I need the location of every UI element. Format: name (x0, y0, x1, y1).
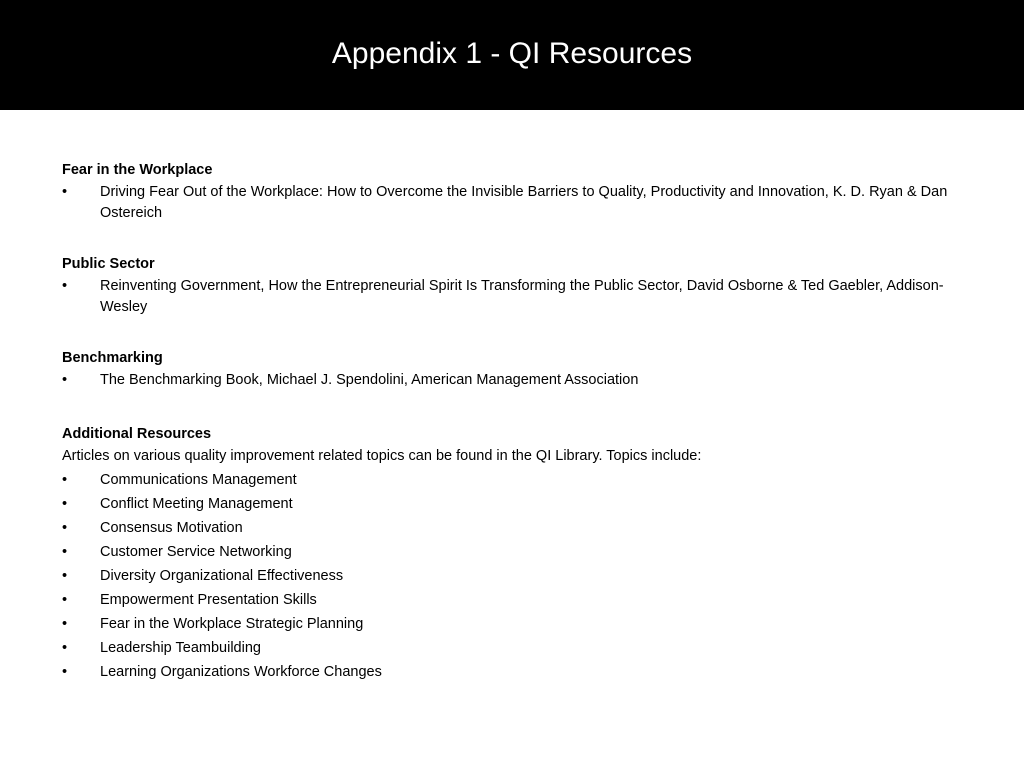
section-intro: Articles on various quality improvement related topics can be found in the QI Library. Topics include: (62, 448, 702, 464)
bullet-icon: • (62, 544, 68, 560)
list-item-text: The Benchmarking Book, Michael J. Spendolini, American Management Association (100, 372, 639, 388)
list-item (62, 614, 972, 638)
list-item (62, 590, 972, 614)
list-item-text: Customer Service Networking (100, 544, 292, 560)
list-item (62, 276, 972, 318)
list-item (62, 566, 972, 590)
slide-title: Appendix 1 - QI Resources (331, 37, 693, 70)
list-item-text: Learning Organizations Workforce Changes (100, 664, 382, 680)
list-item (62, 518, 972, 542)
list-item (62, 470, 972, 494)
list-item (62, 370, 972, 394)
bullet-icon: • (62, 496, 68, 512)
bullet-icon: • (62, 592, 68, 608)
section-fear-in-the-workplace (62, 158, 972, 224)
bullet-icon: • (62, 372, 68, 388)
bullet-icon: • (62, 640, 68, 656)
list-item-text: Reinventing Government, How the Entrepreneurial Spirit Is Transforming the Public Sector, David Osborne & Ted Gaebler, Addison-Wesley (100, 278, 944, 315)
section-additional-resources (62, 422, 972, 686)
list-item-text: Conflict Meeting Management (100, 496, 293, 512)
list-item (62, 542, 972, 566)
section-heading: Fear in the Workplace (62, 162, 213, 178)
section-benchmarking (62, 346, 972, 394)
section-heading: Additional Resources (62, 426, 212, 442)
bullet-icon: • (62, 616, 68, 632)
list-item-text: Empowerment Presentation Skills (100, 592, 317, 608)
bullet-icon: • (62, 278, 68, 294)
list-item (62, 182, 972, 224)
list-item (62, 494, 972, 518)
bullet-icon: • (62, 664, 68, 680)
section-heading: Public Sector (62, 256, 155, 272)
list-item (62, 662, 972, 686)
list-item (62, 638, 972, 662)
list-item-text: Communications Management (100, 472, 297, 488)
bullet-icon: • (62, 520, 68, 536)
list-item-text: Diversity Organizational Effectiveness (100, 568, 344, 584)
list-item-text: Leadership Teambuilding (100, 640, 261, 656)
list-item-text: Fear in the Workplace Strategic Planning (100, 616, 364, 632)
bullet-icon: • (62, 568, 68, 584)
title-bar (0, 0, 1024, 110)
slide-content (62, 158, 972, 686)
section-heading: Benchmarking (62, 350, 163, 366)
list-item-text: Driving Fear Out of the Workplace: How to Overcome the Invisible Barriers to Quality, Productivity and Innovation, K. D. Ryan & Dan Ostereich (100, 184, 948, 221)
section-public-sector (62, 252, 972, 318)
list-item-text: Consensus Motivation (100, 520, 243, 536)
bullet-icon: • (62, 472, 68, 488)
bullet-icon: • (62, 184, 68, 200)
